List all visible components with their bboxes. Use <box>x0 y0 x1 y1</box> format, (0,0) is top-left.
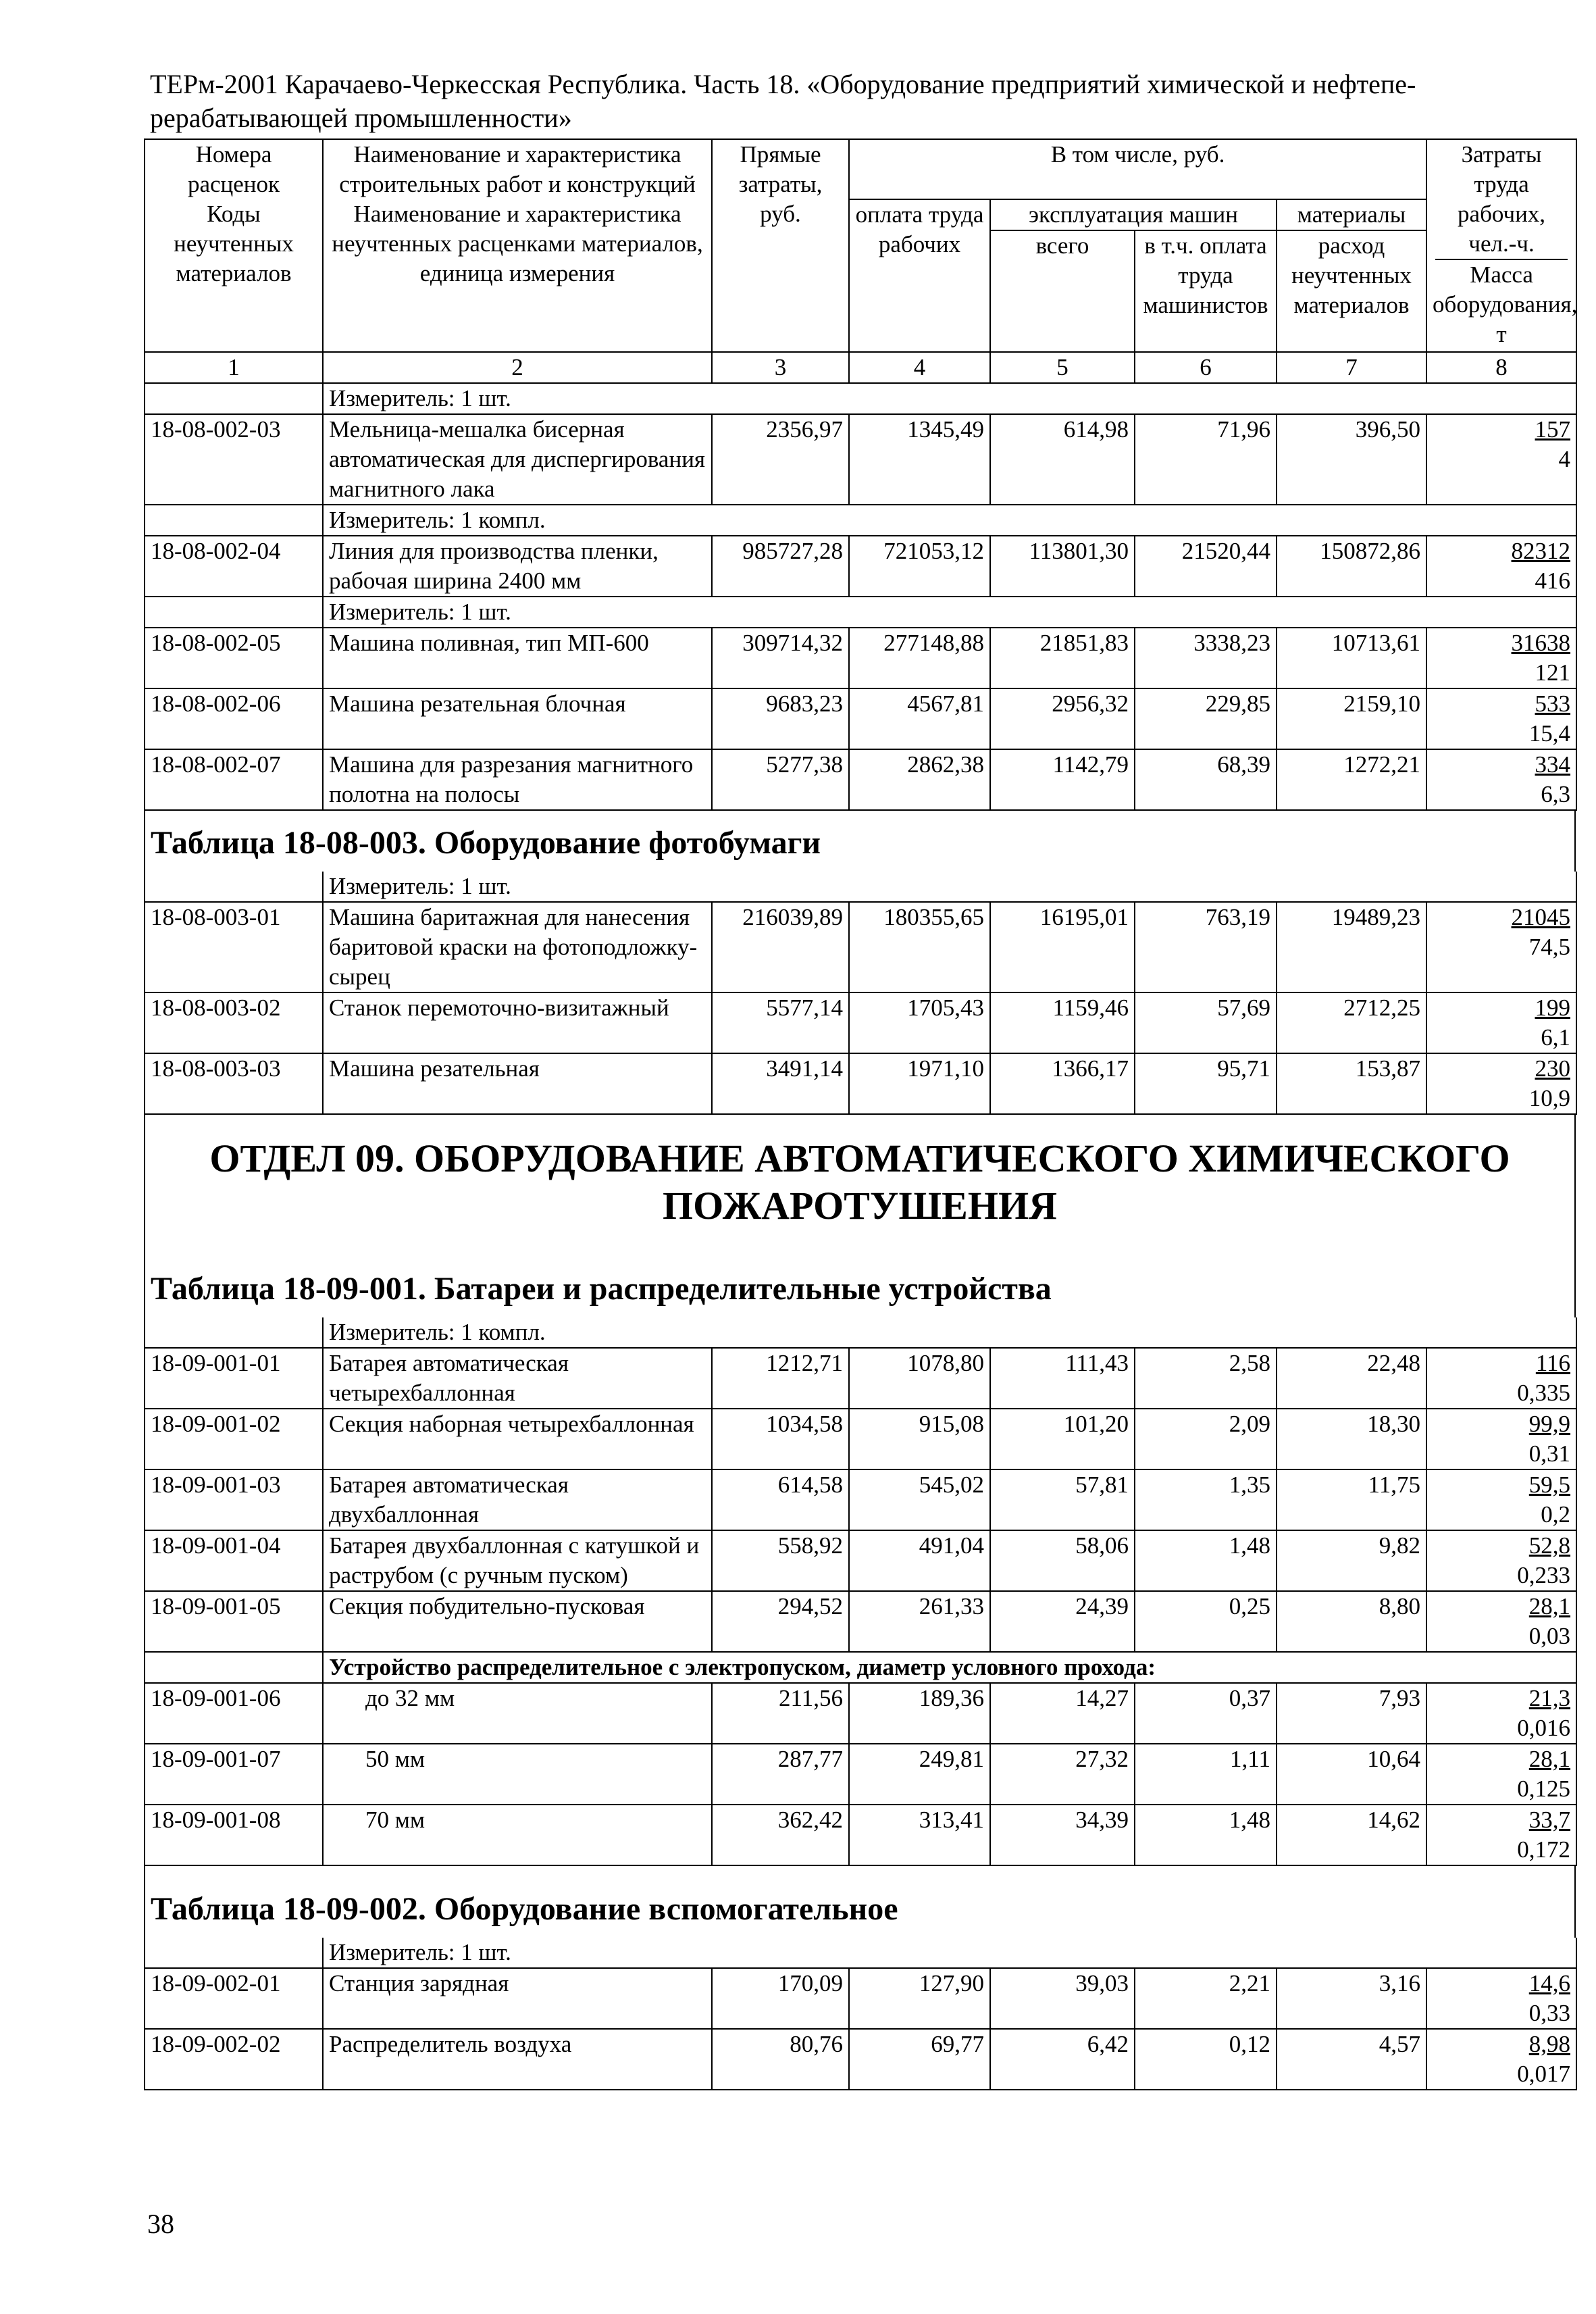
col-labor-cost: Затраты труда рабочих, чел.-ч. <box>1458 141 1546 257</box>
col-materials: материалы <box>1277 199 1426 230</box>
col-num-3: 3 <box>712 352 849 383</box>
table-row: 18-09-001-01 Батарея автоматическая четырехбаллонная 1212,71 1078,80 111,43 2,58 22,48 116 0,335 <box>145 1348 1576 1409</box>
table-row: 18-08-003-02 Станок перемоточно-визитажный 5577,14 1705,43 1159,46 57,69 2712,25 199 6,1 <box>145 992 1576 1053</box>
col-materials-use: расход неучтенных материалов <box>1277 230 1426 352</box>
col-num-1: 1 <box>145 352 323 383</box>
col-labor-pay: оплата труда рабочих <box>849 199 990 352</box>
table-row: 18-09-002-02 Распределитель воздуха 80,76 69,77 6,42 0,12 4,57 8,98 0,017 <box>145 2029 1576 2090</box>
table-row: 18-08-003-01 Машина баритажная для нанесения баритовой краски на фотоподложку-сырец 216039,89 180355,65 16195,01 763,19 19489,23 21045 74,5 <box>145 902 1576 992</box>
page-header <box>150 68 1582 135</box>
table-row: 18-08-002-03 Мельница-мешалка бисерная автоматическая для диспергирования магнитного лака 2356,97 1345,49 614,98 71,96 396,50 157 4 <box>145 414 1576 505</box>
measure-label: Измеритель: 1 компл. <box>323 505 1576 536</box>
col-including: В том числе, руб. <box>849 139 1426 199</box>
measure-label: Измеритель: 1 шт. <box>323 597 1576 628</box>
table-row: 18-08-002-07 Машина для разрезания магнитного полотна на полосы 5277,38 2862,38 1142,79 68,39 1272,21 334 6,3 <box>145 749 1576 810</box>
col-num-6: 6 <box>1135 352 1277 383</box>
price-table-18-09-001 <box>144 1317 1577 1866</box>
table-title: Таблица 18-08-003. Оборудование фотобумаги <box>151 825 821 861</box>
col-num-7: 7 <box>1277 352 1426 383</box>
table-row: 18-09-001-06 до 32 мм 211,56 189,36 14,27 0,37 7,93 21,3 0,016 <box>145 1683 1576 1744</box>
col-num-4: 4 <box>849 352 990 383</box>
measure-label: Измеритель: 1 компл. <box>323 1317 1576 1348</box>
col-number: Номера расценок <box>145 139 323 199</box>
table-title: Таблица 18-09-002. Оборудование вспомогательное <box>151 1891 898 1927</box>
col-name-bottom: Наименование и характеристика неучтенных расценками материалов, единица измерения <box>323 199 712 352</box>
col-num-5: 5 <box>990 352 1135 383</box>
table-row: 18-09-001-07 50 мм 287,77 249,81 27,32 1,11 10,64 28,1 0,125 <box>145 1744 1576 1805</box>
col-incl-pay: в т.ч. оплата труда машинистов <box>1135 230 1277 352</box>
table-row: 18-09-001-03 Батарея автоматическая двухбаллонная 614,58 545,02 57,81 1,35 11,75 59,5 0,2 <box>145 1469 1576 1530</box>
section-title: ОТДЕЛ 09. ОБОРУДОВАНИЕ АВТОМАТИЧЕСКОГО ХИМИЧЕСКОГО ПОЖАРОТУШЕНИЯ <box>209 1136 1510 1228</box>
table-row: 18-09-001-08 70 мм 362,42 313,41 34,39 1,48 14,62 33,7 0,172 <box>145 1805 1576 1865</box>
table-row: 18-09-001-05 Секция побудительно-пусковая 294,52 261,33 24,39 0,25 8,80 28,1 0,03 <box>145 1591 1576 1652</box>
col-num-2: 2 <box>323 352 712 383</box>
table-row: 18-08-002-05 Машина поливная, тип МП-600 309714,32 277148,88 21851,83 3338,23 10713,61 31638 121 <box>145 628 1576 688</box>
price-table-18-08-003 <box>144 872 1577 1115</box>
price-table-header <box>144 139 1577 811</box>
table-row: 18-09-001-04 Батарея двухбаллонная с катушкой и раструбом (с ручным пуском) 558,92 491,04 58,06 1,48 9,82 52,8 0,233 <box>145 1530 1576 1591</box>
measure-label: Измеритель: 1 шт. <box>323 1938 1576 1968</box>
header-line-1: ТЕРм-2001 Карачаево-Черкесская Республика. Часть 18. «Оборудование предприятий химической и нефтепе- <box>150 69 1416 99</box>
price-table-18-09-002 <box>144 1938 1577 2090</box>
col-codes: Коды неучтенных материалов <box>145 199 323 352</box>
col-mass: Масса оборудования, т <box>1433 261 1578 347</box>
table-row: 18-08-002-04 Линия для производства пленки, рабочая ширина 2400 мм 985727,28 721053,12 113801,30 21520,44 150872,86 82312 416 <box>145 536 1576 597</box>
measure-label: Измеритель: 1 шт. <box>323 872 1576 902</box>
table-title: Таблица 18-09-001. Батареи и распределительные устройства <box>151 1271 1052 1307</box>
col-labor-mass <box>1426 139 1576 352</box>
measure-label: Измеритель: 1 шт. <box>323 383 1576 414</box>
col-direct: Прямые затраты, руб. <box>712 139 849 352</box>
table-row: 18-08-002-06 Машина резательная блочная 9683,23 4567,81 2956,32 229,85 2159,10 533 15,4 <box>145 688 1576 749</box>
page-number: 38 <box>147 2209 174 2239</box>
table-row: 18-09-001-02 Секция наборная четырехбаллонная 1034,58 915,08 101,20 2,09 18,30 99,9 0,31 <box>145 1409 1576 1469</box>
col-machines: эксплуатация машин <box>990 199 1277 230</box>
document-body <box>144 139 1576 2090</box>
subgroup-label: Устройство распределительное с электропуском, диаметр условного прохода: <box>323 1652 1576 1683</box>
header-line-2: рерабатывающей промышленности» <box>150 103 572 133</box>
col-total: всего <box>990 230 1135 352</box>
table-row: 18-09-002-01 Станция зарядная 170,09 127,90 39,03 2,21 3,16 14,6 0,33 <box>145 1968 1576 2029</box>
table-row: 18-08-003-03 Машина резательная 3491,14 1971,10 1366,17 95,71 153,87 230 10,9 <box>145 1053 1576 1114</box>
col-num-8: 8 <box>1426 352 1576 383</box>
col-name-top: Наименование и характеристика строительных работ и конструкций <box>323 139 712 199</box>
